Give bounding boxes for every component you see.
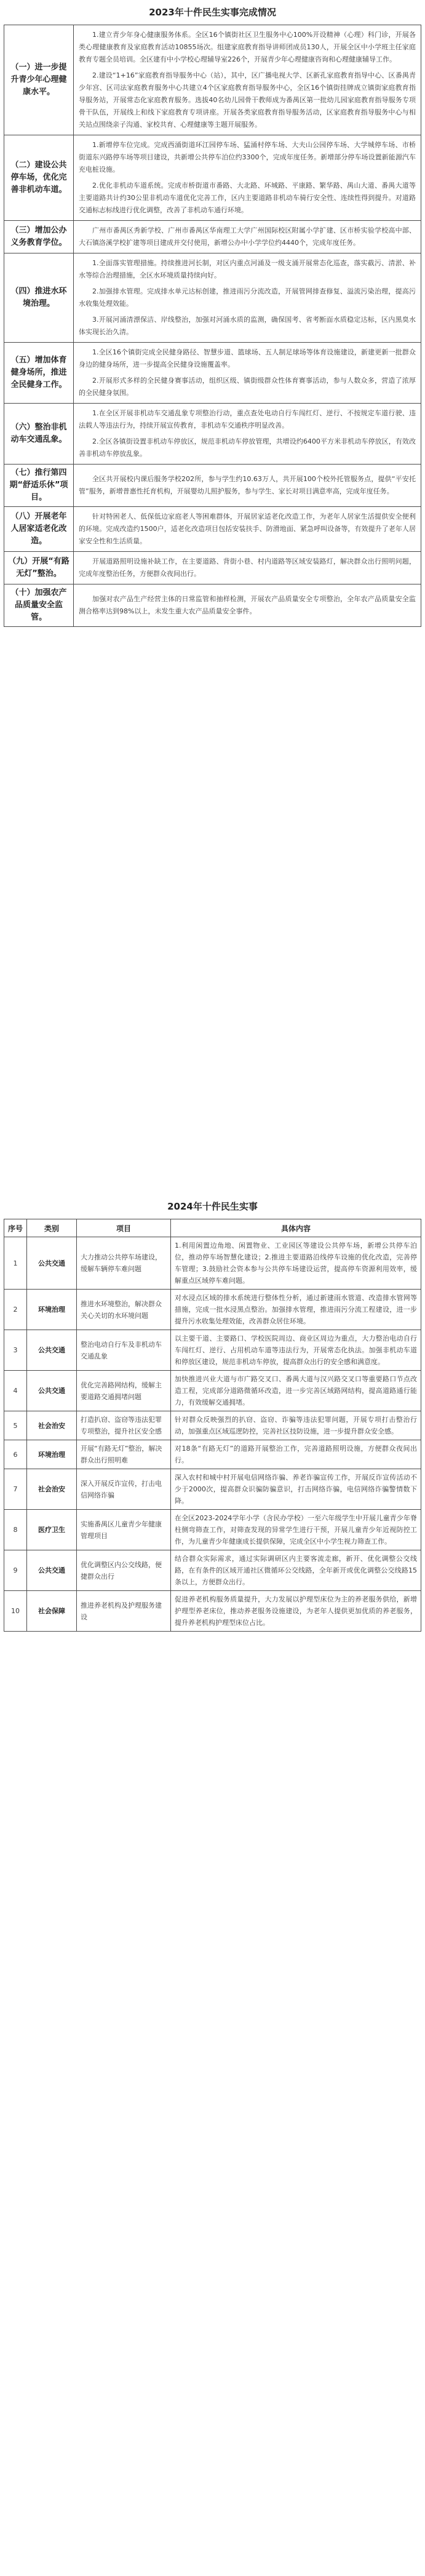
row-project: 推进养老机构及护理服务建设 xyxy=(77,1591,171,1632)
row-project: 优化完善路网结构，缓解主要道路交通拥堵问题 xyxy=(77,1371,171,1411)
content-paragraph: 1.全区16个镇街完成全民健身路径、智慧步道、篮球场、五人制足球场等体育设施建设，新建更新一批群众身边的健身场所，进一步提高全民健身设施覆盖率。 xyxy=(79,348,416,369)
row-category: 公共交通 xyxy=(27,1550,77,1591)
row-category: 社会治安 xyxy=(27,1469,77,1510)
item-label: （五）增加体育健身场所，推进全民健身工作。 xyxy=(4,343,74,404)
row-number: 8 xyxy=(4,1510,27,1550)
item-content xyxy=(74,552,421,584)
row-detail: 针对群众反映强烈的扒窃、盗窃、诈骗等违法犯罪问题，开展专项打击整治行动，加强重点区域巡逻防控，完善社区技防设施，进一步提升群众安全感。 xyxy=(171,1411,421,1440)
table-row xyxy=(4,404,421,465)
content-paragraph: 2.加强排水管理。完成排水单元达标创建，推进雨污分流改造，开展管网排查修复、溢流污染治理，提高污水收集处理效能。 xyxy=(79,287,416,308)
row-project: 深入开展反诈宣传，打击电信网络诈骗 xyxy=(77,1469,171,1510)
item-content xyxy=(74,507,421,552)
content-paragraph: 开展道路照明设施补缺工作，在主要道路、背街小巷、村内道路等区域安装路灯，解决群众出行照明问题，完成年度整治任务，方便群众夜间出行。 xyxy=(79,557,416,578)
table-row xyxy=(4,253,421,343)
row-number: 10 xyxy=(4,1591,27,1632)
report-2023-table-body xyxy=(4,25,421,627)
row-detail: 深入农村和城中村开展电信网络诈骗、养老诈骗宣传工作，开展反诈宣传活动不少于2000次，提高群众识骗防骗意识，打击网络诈骗，电信网络诈骗警情数下降。 xyxy=(171,1469,421,1510)
row-category: 医疗卫生 xyxy=(27,1510,77,1550)
content-paragraph: 2.开展形式多样的全民健身赛事活动，组织区级、镇街级群众性体育赛事活动，参与人数众多，营造了浓厚的全民健身氛围。 xyxy=(79,377,416,397)
row-number: 6 xyxy=(4,1440,27,1469)
item-label: （十）加强农产品质量安全监管。 xyxy=(4,584,74,627)
row-project: 打造扒窃、盗窃等违法犯罪专项整治，提升社区安全感 xyxy=(77,1411,171,1440)
row-category: 环境治理 xyxy=(27,1440,77,1469)
item-content xyxy=(74,404,421,465)
table-row xyxy=(4,1290,421,1330)
row-project: 开展“有路无灯”整治，解决群众出行照明难 xyxy=(77,1440,171,1469)
table-header-row xyxy=(4,1219,421,1237)
item-content xyxy=(74,221,421,253)
row-category: 公共交通 xyxy=(27,1330,77,1371)
report-2023-table xyxy=(4,25,421,627)
table-row xyxy=(4,1330,421,1371)
report-2023-title: 2023年十件民生实事完成情况 xyxy=(149,7,276,18)
plan-2024-table xyxy=(4,1219,421,1632)
plan-2024-table-body xyxy=(4,1237,421,1632)
row-category: 环境治理 xyxy=(27,1290,77,1330)
row-detail: 结合群众实际需求，通过实际调研区内主要客流走廊，新开、优化调整公交线路，在有条件的区域开通社区微循环公交线路，全年新开或优化调整公交线路15条以上，方便群众出行。 xyxy=(171,1550,421,1591)
table-row xyxy=(4,221,421,253)
row-number: 9 xyxy=(4,1550,27,1591)
header-detail: 具体内容 xyxy=(171,1219,421,1237)
row-category: 公共交通 xyxy=(27,1371,77,1411)
table-row xyxy=(4,343,421,404)
content-paragraph: 加强对农产品生产经营主体的日常监管和抽样检测，开展农产品质量安全专项整治，全年农产品质量安全监测合格率达到98%以上，未发生重大农产品质量安全事件。 xyxy=(79,595,416,615)
content-paragraph: 2.优化非机动车道系统。完成市桥街道市番路、大北路、环城路、平康路、繁华路、禺山大道、番禺大道等主要道路共计约30公里非机动车道优化完善工作，区内主要道路非机动车骑行安全性、连续性得到提升。对道路交通标志标线进行优化调整，改善了非机动车通行环境。 xyxy=(79,181,416,214)
table-row xyxy=(4,1550,421,1591)
row-detail: 在全区2023-2024学年小学（含民办学校）一至六年级学生中开展儿童青少年脊柱侧弯筛查工作，对筛查发现的异常学生进行干预，开展儿童青少年近视防控工作，为儿童青少年健康成长提供保障，完成全区中小学生视力筛查工作。 xyxy=(171,1510,421,1550)
row-project: 优化调整区内公交线路，便捷群众出行 xyxy=(77,1550,171,1591)
table-row xyxy=(4,1591,421,1632)
row-detail: 对18条“有路无灯”的道路开展整治工作，完善道路照明设施，方便群众夜间出行。 xyxy=(171,1440,421,1469)
table-row xyxy=(4,507,421,552)
row-category: 社会治安 xyxy=(27,1411,77,1440)
row-project: 实施番禺区儿童青少年健康管理项目 xyxy=(77,1510,171,1550)
item-label: （一）进一步提升青少年心理健康水平。 xyxy=(4,25,74,135)
item-content xyxy=(74,465,421,507)
content-paragraph: 全区共开展校内课后服务学校202所，参与学生约10.63万人，共开展100个校外托管服务点，提供“平安托管”服务，新增普惠性托育机构，开展婴幼儿照护服务，参与学生、家长对项目满意率高，完成年度任务。 xyxy=(79,475,416,495)
row-category: 公共交通 xyxy=(27,1237,77,1290)
table-row xyxy=(4,25,421,135)
report-2023-section xyxy=(4,0,421,1186)
content-paragraph: 1.建立青少年身心健康服务体系。全区16个镇街社区卫生服务中心100%开设精神（心理）科门诊，开展各类心理健康教育及家庭教育活动10855场次。组建家庭教育指导讲师团成员130人，开展全区中小学班主任家庭教育专题全员培训。全区建有中小学校心理辅导室226个，开展青少年心理健康咨询和心理健康辅导工作。 xyxy=(79,31,416,63)
row-number: 7 xyxy=(4,1469,27,1510)
table-row xyxy=(4,1469,421,1510)
row-category: 社会保障 xyxy=(27,1591,77,1632)
content-paragraph: 2.建设“1+16”家庭教育指导服务中心（站），其中，区广播电视大学、区新孔家庭教育指导中心、区番禺青少年宫、区司法家庭教育服务中心共建立4个区家庭教育指导服务中心，全区16个镇街挂牌成立镇街家庭教育指导服务站，开展常态化家庭教育服务。选拔40名幼儿园骨干教师成为番禺区第一批幼儿园家庭教育指导服务专项骨干队伍，开展线上和线下家庭教育专项讲座。开展各类家庭教育指导服务活动，区家庭教育指导服务中心与相关站点围绕亲子沟通、家校共育、心理健康等主题开展服务。 xyxy=(79,71,416,129)
content-paragraph: 1.在全区开展非机动车交通乱象专项整治行动，重点查处电动自行车闯红灯、逆行、不按规定车道行驶、违法载人等违法行为，持续开展宣传教育，非机动车交通秩序明显改善。 xyxy=(79,409,416,429)
header-category: 类别 xyxy=(27,1219,77,1237)
item-label: （九）开展“有路无灯”整治。 xyxy=(4,552,74,584)
section-divider xyxy=(4,1186,421,1194)
table-row xyxy=(4,1440,421,1469)
item-content xyxy=(74,135,421,221)
row-detail: 促进养老机构服务质量提升，大力发展以护理型床位为主的养老服务供给，新增护理型养老床位，推动养老服务设施建设，为老年人提供更加优质的养老服务，提升养老机构护理型床位占比。 xyxy=(171,1591,421,1632)
item-label: （七）推行第四期“舒适乐休”项目。 xyxy=(4,465,74,507)
header-no: 序号 xyxy=(4,1219,27,1237)
table-row xyxy=(4,552,421,584)
row-detail: 加快推进兴业大道与市广路交叉口、番禺大道与汉兴路交叉口等重要路口节点改造工程，完成部分道路微循环改造，进一步完善区域路网结构，提高道路通行能力，有效缓解交通拥堵。 xyxy=(171,1371,421,1411)
content-paragraph: 针对特困老人、低保低边家庭老人等困难群体，开展居家适老化改造工作，为老年人居家生活提供安全便利的环境。完成改造约1500户，适老化改造项目包括安装扶手、防滑地面、紧急呼叫设备等，有效提升了老年人居家安全性和生活质量。 xyxy=(79,512,416,545)
row-number: 2 xyxy=(4,1290,27,1330)
item-label: （二）建设公共停车场，优化完善非机动车道。 xyxy=(4,135,74,221)
row-project: 整治电动自行车及非机动车交通乱象 xyxy=(77,1330,171,1371)
content-paragraph: 2.全区各镇街设置非机动车停放区，规范非机动车停放管理，共增设约6400平方米非机动车停放区，有效改善非机动车停放乱象。 xyxy=(79,437,416,458)
content-paragraph: 广州市番禺区秀新学校、广州市番禺区华南理工大学广州国际校区附属小学扩建、区市桥实验学校高中部、大石镇洛溪学校扩建等项目建成并交付使用，新增公办中小学学位约4440个，完成年度任务。 xyxy=(79,226,416,247)
row-detail: 1.利用闲置边角地、闲置物业、工业园区等建设公共停车场，新增公共停车泊位，推动停车场智慧化建设；2.推进主要道路沿线停车设施的优化改造，完善停车管理；3.鼓励社会资本参与公共停车场建设运营，提高停车资源利用效率，缓解重点区域停车难问题。 xyxy=(171,1237,421,1290)
table-row xyxy=(4,1371,421,1411)
row-project: 大力推动公共停车场建设，缓解车辆停车难问题 xyxy=(77,1237,171,1290)
item-content xyxy=(74,253,421,343)
item-content xyxy=(74,584,421,627)
table-row xyxy=(4,465,421,507)
item-label: （六）整治非机动车交通乱象。 xyxy=(4,404,74,465)
content-paragraph: 1.新增停车位完成。完成西涌街道环江园停车场、猛涌村停车场、大夫山公园停车场、大学城停车场、市桥街道东兴路停车场等项目建设，共新增公共停车泊位约3300个，完成年度任务。新增部分停车场设置新能源汽车充电桩设施。 xyxy=(79,141,416,173)
row-number: 5 xyxy=(4,1411,27,1440)
content-paragraph: 1.全面落实管理措施。持续推进河长制，对区内重点河涌及一级支涌开展常态化巡查，落实截污、清淤、补水等综合治理措施，全区水环境质量持续向好。 xyxy=(79,259,416,279)
item-label: （八）开展老年人居家适老化改造。 xyxy=(4,507,74,552)
item-content xyxy=(74,343,421,404)
table-row xyxy=(4,135,421,221)
row-project: 推进水环境整治，解决群众关心关切的水环境问题 xyxy=(77,1290,171,1330)
item-label: （三）增加公办义务教育学位。 xyxy=(4,221,74,253)
table-row xyxy=(4,1510,421,1550)
table-row xyxy=(4,1237,421,1290)
table-row xyxy=(4,584,421,627)
content-paragraph: 3.开展河涌清漂保洁、岸线整治，加强对河涌水质的监测，确保国考、省考断面水质稳定达标，区内黑臭水体实现长治久清。 xyxy=(79,316,416,336)
header-project: 项目 xyxy=(77,1219,171,1237)
row-detail: 对水浸点区域的排水系统进行整体性分析，通过新建雨水管道、改造排水管网等措施，完成一批水浸黑点整治。加强排水管理，推进雨污分流工程建设，进一步提升污水收集处理效能，改善群众居住环境。 xyxy=(171,1290,421,1330)
table-row xyxy=(4,1411,421,1440)
plan-2024-section xyxy=(4,1194,421,2560)
item-content xyxy=(74,25,421,135)
row-number: 1 xyxy=(4,1237,27,1290)
row-number: 4 xyxy=(4,1371,27,1411)
row-number: 3 xyxy=(4,1330,27,1371)
row-detail: 以主要干道、主要路口、学校医院周边、商业区周边为重点，大力整治电动自行车闯红灯、逆行、占用机动车道等违法行为，开展常态化执法。加强非机动车道和停放区建设，规范非机动车停放，提高群众出行的安全感和满意度。 xyxy=(171,1330,421,1371)
plan-2024-title: 2024年十件民生实事 xyxy=(167,1201,258,1212)
item-label: （四）推进水环境治理。 xyxy=(4,253,74,343)
